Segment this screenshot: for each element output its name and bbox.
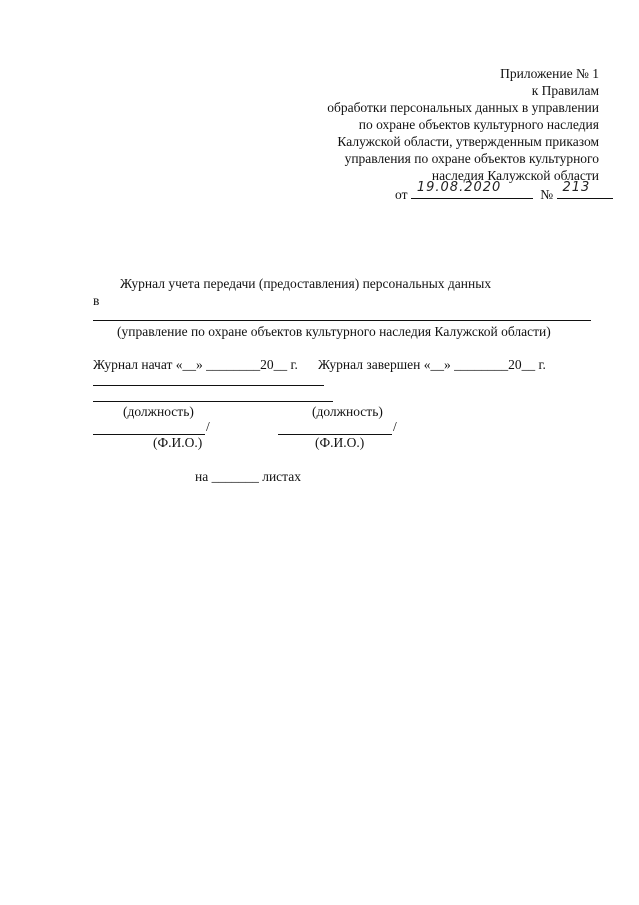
header-line-department: управления по охране объектов культурного [344, 151, 599, 166]
number-field [557, 180, 613, 199]
slash-left: / [206, 419, 210, 434]
sheets-count: на _______ листах [195, 469, 301, 484]
organization-caption: (управление по охране объектов культурного наследия Калужской области) [117, 324, 551, 339]
signature-line-2 [93, 401, 333, 402]
date-field [411, 180, 533, 199]
from-label: от [395, 187, 408, 202]
handwritten-number: 213 [562, 180, 591, 195]
header-line-heritage: наследия Калужской области [431, 168, 599, 183]
journal-started: Журнал начат «__» ________20__ г. [93, 357, 298, 372]
header-line-processing: обработки персональных данных в управлении [327, 100, 599, 115]
order-date-number [395, 180, 613, 203]
header-line-rules: к Правилам [531, 83, 599, 98]
fio-caption-left: (Ф.И.О.) [153, 435, 203, 450]
handwritten-date: 19.08.2020 [416, 180, 502, 195]
number-label: № [540, 187, 554, 202]
header-line-region: Калужской области, утвержденным приказом [337, 134, 599, 149]
position-caption-right: (должность) [312, 404, 383, 419]
journal-title: Журнал учета передачи (предоставления) персональных данных [120, 276, 492, 291]
organization-line [93, 320, 591, 321]
fio-caption-right: (Ф.И.О.) [315, 435, 365, 450]
slash-right: / [393, 419, 397, 434]
signature-line-1 [93, 385, 324, 386]
journal-finished: Журнал завершен «__» ________20__ г. [318, 357, 546, 372]
in-label: в [93, 293, 100, 308]
position-caption-left: (должность) [123, 404, 194, 419]
appendix-number: Приложение № 1 [500, 66, 599, 81]
header-line-protection: по охране объектов культурного наследия [358, 117, 599, 132]
